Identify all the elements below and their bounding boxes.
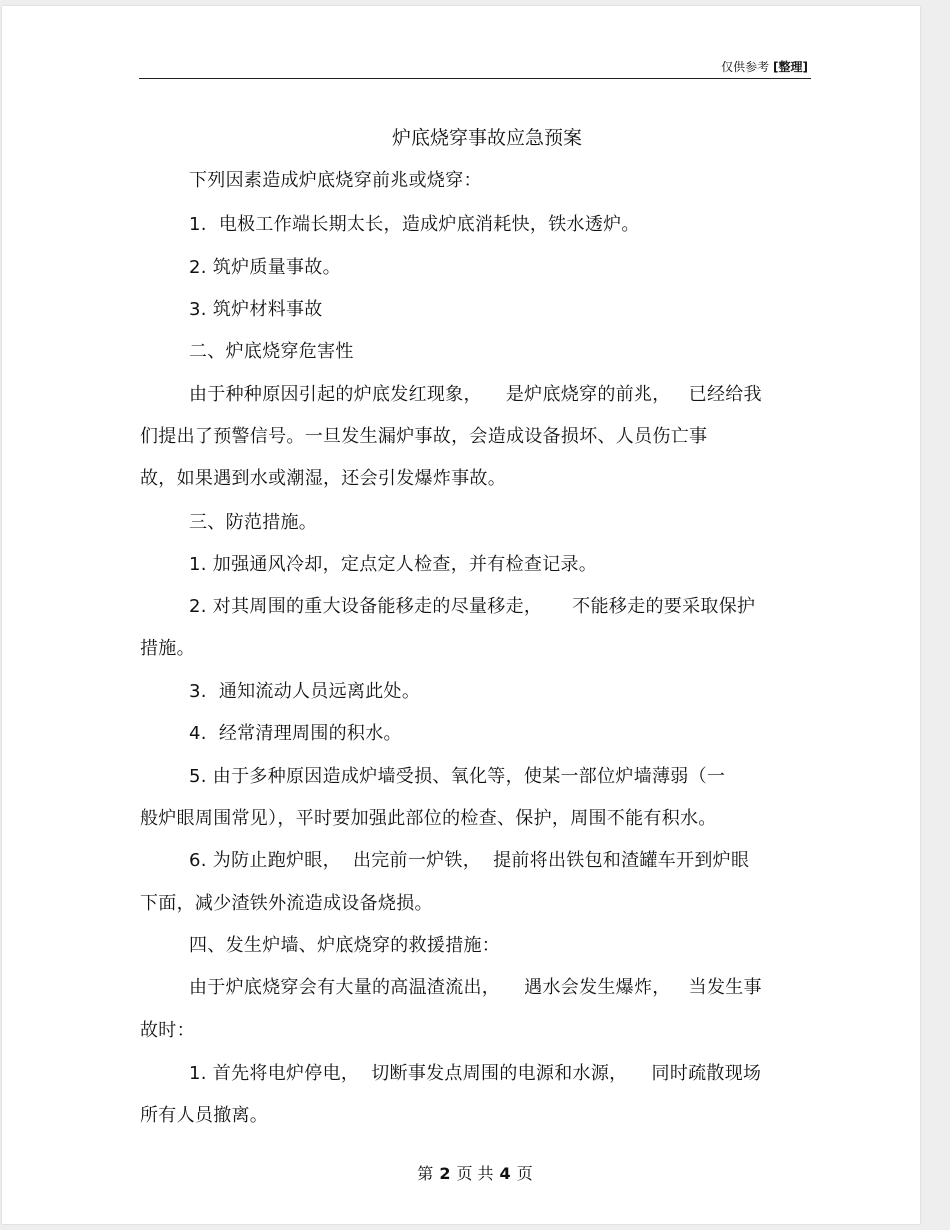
paragraph-line: 5. 由于多种原因造成炉墙受损、氧化等，使某一部位炉墙薄弱（一 bbox=[189, 766, 726, 787]
header-divider bbox=[139, 78, 811, 79]
header-badge: [整理] bbox=[773, 60, 808, 74]
section-heading: 四、发生炉墙、炉底烧穿的救援措施： bbox=[189, 935, 501, 956]
paragraph-line: 所有人员撤离。 bbox=[140, 1105, 269, 1126]
paragraph-line: 4. 经常清理周围的积水。 bbox=[189, 723, 402, 744]
paragraph-line: 下面，减少渣铁外流造成设备烧损。 bbox=[140, 893, 433, 914]
header-text: 仅供参考 bbox=[721, 60, 770, 74]
paragraph-line: 2. 筑炉质量事故。 bbox=[189, 257, 341, 278]
paragraph-line: 由于炉底烧穿会有大量的高温渣流出， 遇水会发生爆炸， 当发生事 bbox=[189, 977, 762, 998]
paragraph-line: 2. 对其周围的重大设备能移走的尽量移走， 不能移走的要采取保护 bbox=[189, 596, 756, 617]
paragraph-line: 故时： bbox=[140, 1020, 195, 1041]
paragraph-line: 由于种种原因引起的炉底发红现象， 是炉底烧穿的前兆， 已经给我 bbox=[189, 384, 762, 405]
paragraph-line: 们提出了预警信号。一旦发生漏炉事故，会造成设备损坏、人员伤亡事 bbox=[140, 426, 708, 447]
page-footer bbox=[2, 1161, 948, 1184]
current-page-number: 2 bbox=[439, 1164, 451, 1183]
page-header bbox=[721, 58, 808, 75]
paragraph-line: 1. 电极工作端长期太长，造成炉底消耗快，铁水透炉。 bbox=[189, 214, 640, 235]
paragraph-line: 般炉眼周围常见），平时要加强此部位的检查、保护，周围不能有积水。 bbox=[140, 808, 717, 829]
total-page-number: 4 bbox=[499, 1164, 511, 1183]
paragraph-line: 下列因素造成炉底烧穿前兆或烧穿： bbox=[189, 170, 482, 191]
paragraph-line: 3. 通知流动人员远离此处。 bbox=[189, 681, 421, 702]
paragraph-line: 故，如果遇到水或潮湿，还会引发爆炸事故。 bbox=[140, 468, 506, 489]
paragraph-line: 措施。 bbox=[140, 638, 195, 659]
paragraph-line: 1. 首先将电炉停电， 切断事发点周围的电源和水源， 同时疏散现场 bbox=[189, 1063, 762, 1084]
paragraph-line: 3. 筑炉材料事故 bbox=[189, 299, 323, 320]
section-heading: 二、炉底烧穿危害性 bbox=[189, 341, 354, 362]
paragraph-line: 1. 加强通风冷却，定点定人检查，并有检查记录。 bbox=[189, 554, 598, 575]
section-heading: 三、防范措施。 bbox=[189, 512, 318, 533]
document-page bbox=[2, 6, 920, 1224]
paragraph-line: 6. 为防止跑炉眼， 出完前一炉铁， 提前将出铁包和渣罐车开到炉眼 bbox=[189, 850, 750, 871]
document-title: 炉底烧穿事故应急预案 bbox=[391, 127, 582, 149]
footer-prefix: 第 bbox=[417, 1164, 434, 1183]
footer-middle: 页 共 bbox=[456, 1164, 494, 1183]
footer-suffix: 页 bbox=[516, 1164, 533, 1183]
